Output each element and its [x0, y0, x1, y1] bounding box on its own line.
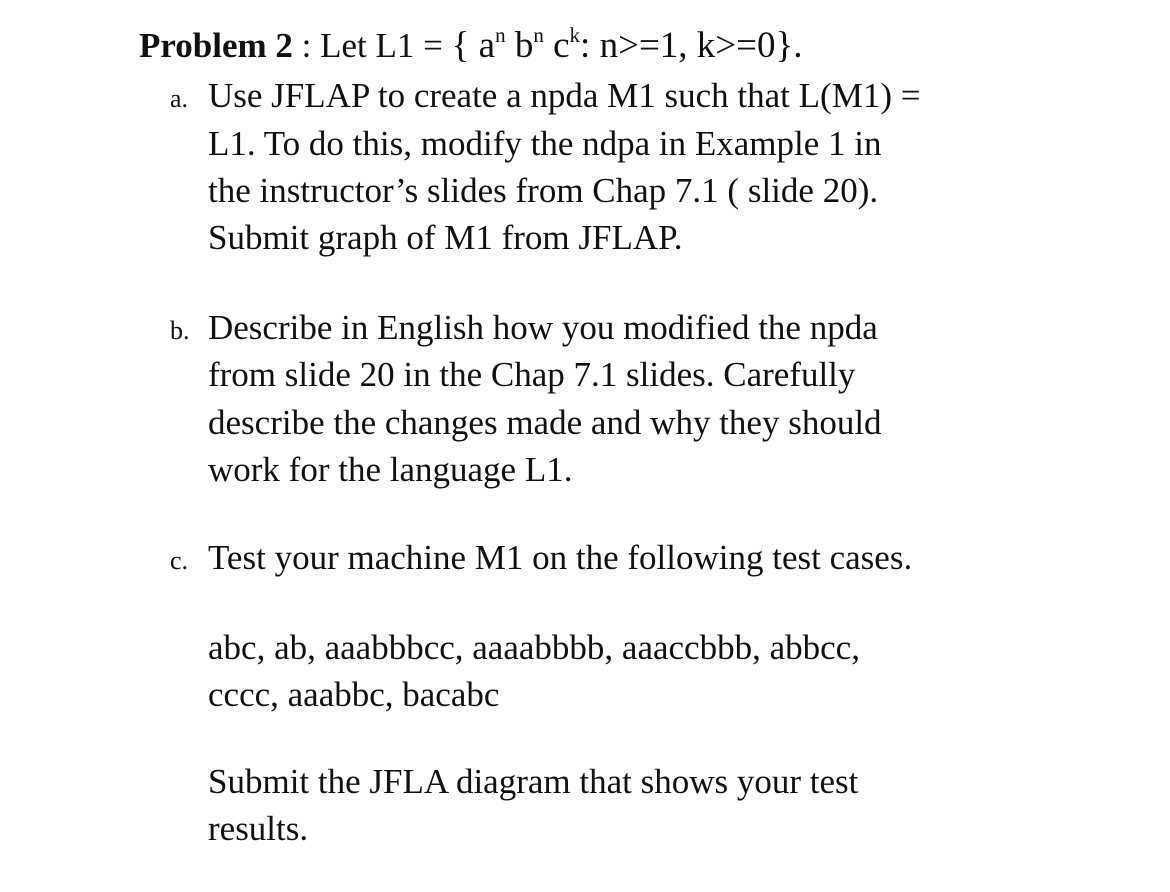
problem-title — [139, 20, 803, 72]
part-c-line: Test your machine M1 on the following test cases. — [208, 538, 913, 577]
test-cases-line: abc, ab, aaabbbcc, aaaabbbb, aaaccbbb, abbcc, — [208, 628, 860, 667]
exponent-k-c: k — [569, 22, 581, 47]
part-a-line: Use JFLAP to create a npda M1 such that L(M1) = — [208, 76, 921, 115]
part-a-line: L1. To do this, modify the ndpa in Example 1 in — [208, 124, 882, 163]
part-a-line: Submit graph of M1 from JFLAP. — [208, 218, 683, 257]
submit-line: results. — [208, 809, 309, 848]
symbol-c: c — [553, 25, 570, 66]
part-a-line: the instructor’s slides from Chap 7.1 ( slide 20). — [208, 171, 879, 210]
symbol-a: a — [478, 25, 496, 66]
test-cases-line: cccc, aaabbc, bacabc — [208, 675, 500, 714]
symbol-b: b — [514, 25, 534, 66]
problem-prefix: : Let L1 = — [292, 26, 452, 65]
part-b-line: work for the language L1. — [208, 450, 573, 489]
exponent-n-b: n — [533, 22, 544, 47]
submit-line: Submit the JFLA diagram that shows your test — [208, 762, 859, 801]
problem-label: Problem 2 — [139, 26, 293, 65]
part-b-line: from slide 20 in the Chap 7.1 slides. Carefully — [208, 355, 856, 394]
set-condition: : n>=1, k>=0}. — [580, 25, 803, 66]
set-open-brace: { — [451, 25, 479, 66]
part-a — [170, 72, 1050, 272]
part-b-marker: b. — [170, 316, 190, 345]
part-c — [170, 534, 1050, 864]
part-b-line: Describe in English how you modified the npda — [208, 308, 878, 347]
part-c-marker: c. — [170, 546, 189, 575]
part-b-line: describe the changes made and why they should — [208, 403, 882, 442]
part-a-marker: a. — [170, 84, 189, 113]
exponent-n-a: n — [495, 22, 506, 47]
part-b — [170, 304, 1050, 504]
language-set — [451, 22, 803, 66]
